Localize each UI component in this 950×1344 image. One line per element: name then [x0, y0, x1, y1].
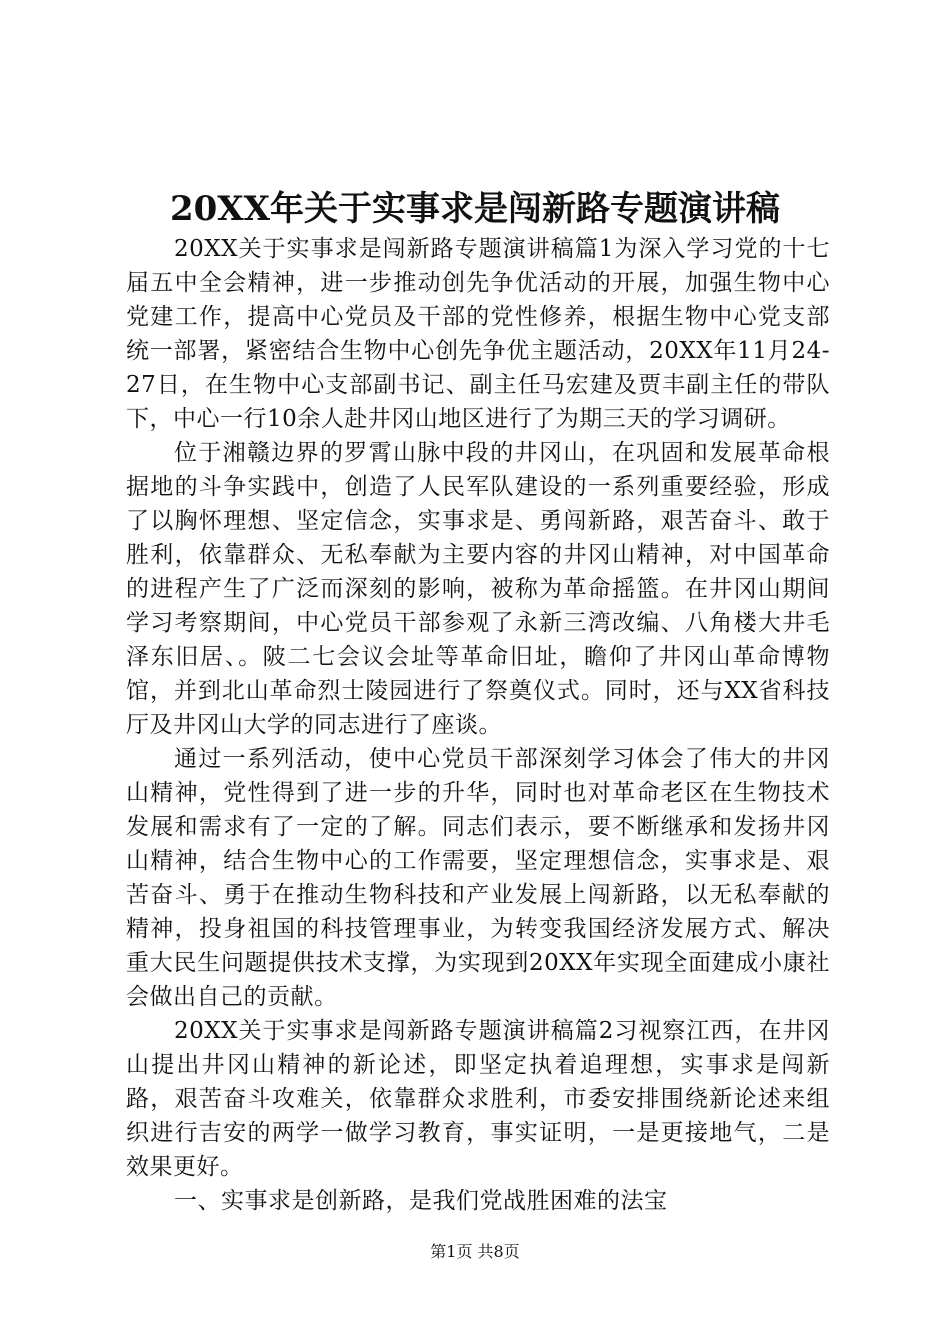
document-title: 20XX年关于实事求是闯新路专题演讲稿: [169, 189, 781, 229]
document-body: [126, 232, 830, 1218]
paragraph: 通过一系列活动，使中心党员干部深刻学习体会了伟大的井冈山精神，党性得到了进一步的升华，同时也对革命老区在生物技术发展和需求有了一定的了解。同志们表示，要不断继承和发扬井冈山精神，结合生物中心的工作需要，坚定理想信念，实事求是、艰苦奋斗、勇于在推动生物科技和产业发展上闯新路，以无私奉献的精神，投身祖国的科技管理事业，为转变我国经济发展方式、解决重大民生问题提供技术支撑，为实现到20XX年实现全面建成小康社会做出自己的贡献。: [126, 746, 830, 1010]
section-heading: 一、实事求是创新路，是我们党战胜困难的法宝: [174, 1188, 668, 1214]
page-number-footer: 第1页 共8页: [430, 1242, 520, 1261]
paragraph: 位于湘赣边界的罗霄山脉中段的井冈山，在巩固和发展革命根据地的斗争实践中，创造了人民军队建设的一系列重要经验，形成了以胸怀理想、坚定信念，实事求是、勇闯新路，艰苦奋斗、敢于胜利，依靠群众、无私奉献为主要内容的井冈山精神，对中国革命的进程产生了广泛而深刻的影响，被称为革命摇篮。在井冈山期间学习考察期间，中心党员干部参观了永新三湾改编、八角楼大井毛泽东旧居、。陂二七会议会址等革命旧址，瞻仰了井冈山革命博物馆，并到北山革命烈士陵园进行了祭奠仪式。同时，还与XX省科技厅及井冈山大学的同志进行了座谈。: [126, 440, 830, 738]
paragraph: 20XX关于实事求是闯新路专题演讲稿篇1为深入学习党的十七届五中全会精神，进一步推动创先争优活动的开展，加强生物中心党建工作，提高中心党员及干部的党性修养，根据生物中心党支部统一部署，紧密结合生物中心创先争优主题活动，20XX年11月24-27日，在生物中心支部副书记、副主任马宏建及贾丰副主任的带队下，中心一行10余人赴井冈山地区进行了为期三天的学习调研。: [126, 236, 830, 432]
paragraph: 20XX关于实事求是闯新路专题演讲稿篇2习视察江西，在井冈山提出井冈山精神的新论述，即坚定执着追理想，实事求是闯新路，艰苦奋斗攻难关，依靠群众求胜利，市委安排围绕新论述来组织进行吉安的两学一做学习教育，事实证明，一是更接地气，二是效果更好。: [126, 1018, 830, 1180]
